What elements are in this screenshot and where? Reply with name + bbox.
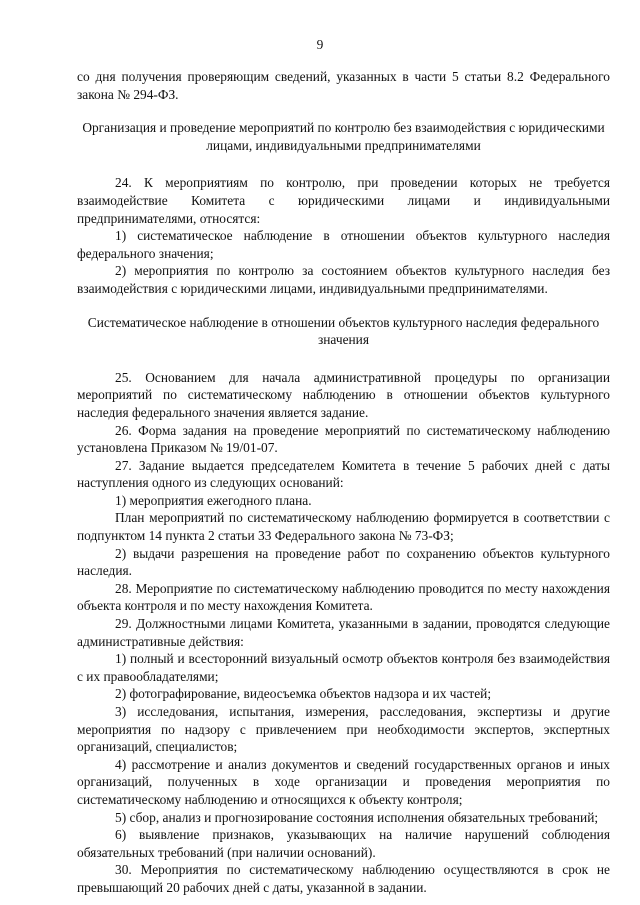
paragraph-29-item-6: 6) выявление признаков, указывающих на наличие нарушений соблюдения обязательных требований (при наличии оснований).: [77, 827, 610, 860]
paragraph-28: 28. Мероприятие по систематическому наблюдению проводится по месту нахождения объекта контроля и по месту нахождения Комитета.: [77, 580, 610, 614]
paragraph-24-item-2: 2) мероприятия по контролю за состоянием объектов культурного наследия без взаимодействия с юридическими лицами, индивидуальными предпринимателями.: [77, 263, 610, 296]
paragraph-27-item-1: 1) мероприятия ежегодного плана.: [115, 492, 312, 508]
paragraph-24-item-1: 1) систематическое наблюдение в отношении объектов культурного наследия федерального значения;: [77, 228, 610, 261]
section-heading-systematic-observation: Систематическое наблюдение в отношении объектов культурного наследия федерального значения: [87, 314, 600, 348]
paragraph-26: 26. Форма задания на проведение мероприятий по систематическому наблюдению установлена Приказом № 19/01-07.: [77, 422, 610, 456]
paragraph-29: 29. Должностными лицами Комитета, указанными в задании, проводятся следующие административные действия:: [77, 616, 610, 649]
paragraph-27-item-2: 2) выдачи разрешения на проведение работ по сохранению объектов культурного наследия.: [77, 545, 610, 579]
intro-continuation: со дня получения проверяющим сведений, указанных в части 5 статьи 8.2 Федерального закона № 294-ФЗ.: [77, 69, 610, 102]
paragraph-29-item-2: 2) фотографирование, видеосъемка объектов надзора и их частей;: [115, 686, 492, 702]
paragraph-25: 25. Основанием для начала административной процедуры по организации мероприятий по систематическому наблюдению в отношении объектов культурного наследия федерального значения является задание.: [77, 369, 610, 420]
paragraph-27-plan-note: План мероприятий по систематическому наблюдению формируется в соответствии с подпунктом 14 пункта 2 статьи 33 Федерального закона № 73-ФЗ;: [77, 510, 610, 544]
paragraph-24: 24. К мероприятиям по контролю, при проведении которых не требуется взаимодействие Комитета с юридическими лицами и индивидуальными предпринимателями, относятся:: [77, 175, 610, 226]
paragraph-29-item-3: 3) исследования, испытания, измерения, расследования, экспертизы и другие мероприятия по надзору с привлечением при необходимости экспертов, экспертных организаций, специалистов;: [77, 704, 610, 755]
paragraph-30: 30. Мероприятия по систематическому наблюдению осуществляются в срок не превышающий 20 рабочих дней с даты, указанной в задании.: [77, 862, 610, 895]
document-body: [77, 68, 610, 897]
section-heading-contactless-control: Организация и проведение мероприятий по контролю без взаимодействия с юридическими лицами, индивидуальными предпринимателями: [82, 120, 605, 153]
paragraph-29-item-1: 1) полный и всесторонний визуальный осмотр объектов контроля без взаимодействия с их правообладателями;: [77, 651, 610, 684]
paragraph-27: 27. Задание выдается председателем Комитета в течение 5 рабочих дней с даты наступления одного из следующих оснований:: [77, 457, 610, 491]
paragraph-29-item-4: 4) рассмотрение и анализ документов и сведений государственных органов и иных организаций, полученных в ходе организации и проведения мероприятия по систематическому наблюдению и относящихся к объекту контроля;: [77, 756, 610, 807]
page-number: 9: [316, 37, 324, 52]
paragraph-29-item-5: 5) сбор, анализ и прогнозирование состояния исполнения обязательных требований;: [115, 809, 599, 825]
